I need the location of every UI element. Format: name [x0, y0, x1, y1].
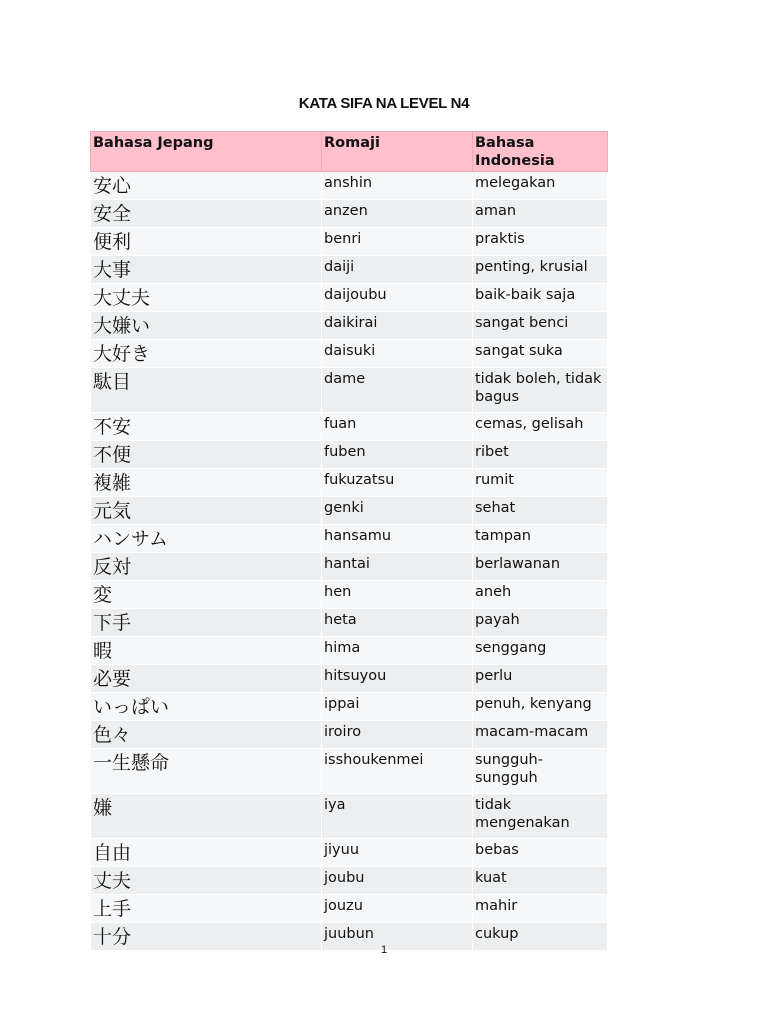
page-number: 1 [380, 944, 388, 956]
table-row [91, 413, 608, 441]
indonesian-meaning-cell: aman [473, 200, 608, 228]
romaji-cell: fuben [322, 441, 473, 469]
vocabulary-table [90, 131, 608, 951]
japanese-word-cell: 駄目 [91, 368, 322, 413]
indonesian-meaning-cell: cukup [473, 923, 608, 951]
romaji-cell: benri [322, 228, 473, 256]
table-row [91, 200, 608, 228]
japanese-word-cell: 大嫌い [91, 312, 322, 340]
indonesian-meaning-cell: sehat [473, 497, 608, 525]
indonesian-meaning-cell: perlu [473, 665, 608, 693]
romaji-cell: daikirai [322, 312, 473, 340]
indonesian-meaning-cell: payah [473, 609, 608, 637]
table-row [91, 525, 608, 553]
japanese-word-cell: 色々 [91, 721, 322, 749]
table-row [91, 794, 608, 839]
romaji-cell: hansamu [322, 525, 473, 553]
table-row [91, 497, 608, 525]
table-row [91, 340, 608, 368]
japanese-word-cell: 変 [91, 581, 322, 609]
japanese-word-cell: 反対 [91, 553, 322, 581]
japanese-word-cell: 安全 [91, 200, 322, 228]
indonesian-meaning-cell: berlawanan [473, 553, 608, 581]
romaji-cell: anshin [322, 172, 473, 200]
romaji-cell: fuan [322, 413, 473, 441]
table-row [91, 867, 608, 895]
romaji-cell: juubun [322, 923, 473, 951]
indonesian-meaning-cell: sangat suka [473, 340, 608, 368]
japanese-word-cell: 暇 [91, 637, 322, 665]
table-row [91, 553, 608, 581]
indonesian-meaning-cell: tampan [473, 525, 608, 553]
japanese-word-cell: 十分 [91, 923, 322, 951]
japanese-word-cell: 必要 [91, 665, 322, 693]
japanese-word-cell: 上手 [91, 895, 322, 923]
romaji-cell: iya [322, 794, 473, 839]
table-row [91, 441, 608, 469]
romaji-cell: heta [322, 609, 473, 637]
table-row [91, 637, 608, 665]
romaji-cell: daiji [322, 256, 473, 284]
table-row [91, 228, 608, 256]
romaji-cell: fukuzatsu [322, 469, 473, 497]
japanese-word-cell: 安心 [91, 172, 322, 200]
indonesian-meaning-cell: senggang [473, 637, 608, 665]
table-row [91, 312, 608, 340]
romaji-cell: iroiro [322, 721, 473, 749]
page-title: KATA SIFA NA LEVEL N4 [298, 95, 470, 112]
indonesian-meaning-cell: cemas, gelisah [473, 413, 608, 441]
japanese-word-cell: いっぱい [91, 693, 322, 721]
japanese-word-cell: 便利 [91, 228, 322, 256]
table-row [91, 839, 608, 867]
romaji-cell: anzen [322, 200, 473, 228]
header-romaji: Romaji [322, 132, 473, 172]
indonesian-meaning-cell: mahir [473, 895, 608, 923]
indonesian-meaning-cell: penting, krusial [473, 256, 608, 284]
table-header-row [91, 132, 608, 172]
table-row [91, 368, 608, 413]
japanese-word-cell: 下手 [91, 609, 322, 637]
romaji-cell: daisuki [322, 340, 473, 368]
table-row [91, 609, 608, 637]
table-row [91, 172, 608, 200]
indonesian-meaning-cell: sungguh-sungguh [473, 749, 608, 794]
table-row [91, 749, 608, 794]
indonesian-meaning-cell: melegakan [473, 172, 608, 200]
japanese-word-cell: 不便 [91, 441, 322, 469]
japanese-word-cell: ハンサム [91, 525, 322, 553]
table-row [91, 469, 608, 497]
header-indonesian: Bahasa Indonesia [473, 132, 608, 172]
romaji-cell: isshoukenmei [322, 749, 473, 794]
romaji-cell: ippai [322, 693, 473, 721]
romaji-cell: jouzu [322, 895, 473, 923]
romaji-cell: jiyuu [322, 839, 473, 867]
indonesian-meaning-cell: rumit [473, 469, 608, 497]
romaji-cell: daijoubu [322, 284, 473, 312]
indonesian-meaning-cell: tidak mengenakan [473, 794, 608, 839]
romaji-cell: hitsuyou [322, 665, 473, 693]
indonesian-meaning-cell: macam-macam [473, 721, 608, 749]
romaji-cell: hantai [322, 553, 473, 581]
japanese-word-cell: 不安 [91, 413, 322, 441]
table-row [91, 721, 608, 749]
header-japanese: Bahasa Jepang [91, 132, 322, 172]
japanese-word-cell: 自由 [91, 839, 322, 867]
japanese-word-cell: 丈夫 [91, 867, 322, 895]
indonesian-meaning-cell: bebas [473, 839, 608, 867]
table-row [91, 895, 608, 923]
indonesian-meaning-cell: aneh [473, 581, 608, 609]
japanese-word-cell: 大好き [91, 340, 322, 368]
japanese-word-cell: 元気 [91, 497, 322, 525]
table-row [91, 665, 608, 693]
japanese-word-cell: 一生懸命 [91, 749, 322, 794]
table-row [91, 256, 608, 284]
indonesian-meaning-cell: sangat benci [473, 312, 608, 340]
indonesian-meaning-cell: baik-baik saja [473, 284, 608, 312]
japanese-word-cell: 嫌 [91, 794, 322, 839]
table-row [91, 693, 608, 721]
japanese-word-cell: 大丈夫 [91, 284, 322, 312]
romaji-cell: joubu [322, 867, 473, 895]
indonesian-meaning-cell: praktis [473, 228, 608, 256]
indonesian-meaning-cell: penuh, kenyang [473, 693, 608, 721]
indonesian-meaning-cell: kuat [473, 867, 608, 895]
table-row [91, 284, 608, 312]
indonesian-meaning-cell: ribet [473, 441, 608, 469]
japanese-word-cell: 大事 [91, 256, 322, 284]
romaji-cell: genki [322, 497, 473, 525]
romaji-cell: hima [322, 637, 473, 665]
indonesian-meaning-cell: tidak boleh, tidak bagus [473, 368, 608, 413]
japanese-word-cell: 複雑 [91, 469, 322, 497]
table-row [91, 581, 608, 609]
romaji-cell: hen [322, 581, 473, 609]
romaji-cell: dame [322, 368, 473, 413]
